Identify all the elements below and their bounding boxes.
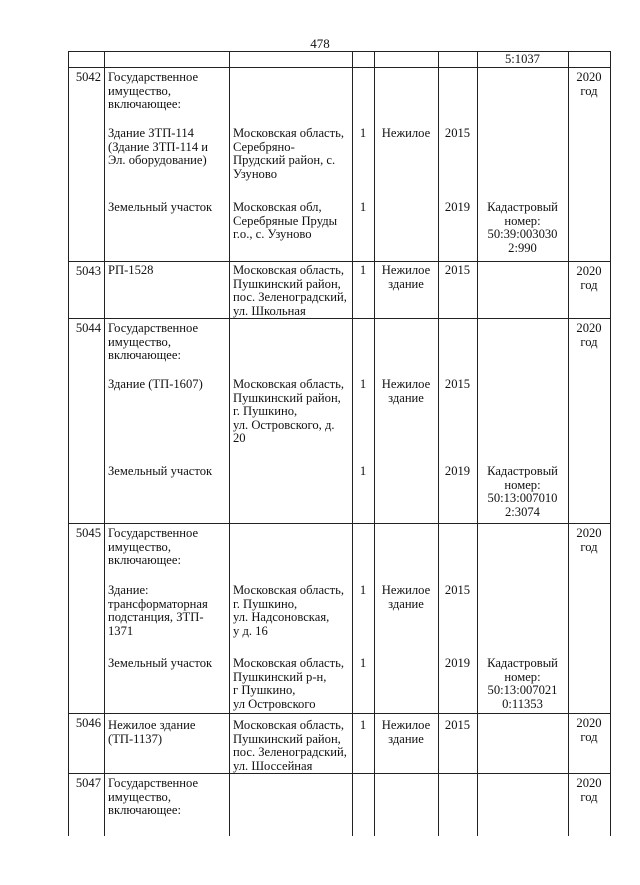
column-divider xyxy=(568,773,569,836)
column-divider xyxy=(68,67,69,261)
item-address: Серебряно- xyxy=(233,139,295,154)
item-type: здание xyxy=(388,276,424,291)
item-year: 2015 xyxy=(444,126,471,140)
item-name: Нежилое здание xyxy=(108,718,196,732)
row-number: 5047 xyxy=(75,776,101,790)
item-address: Прудский район, с. xyxy=(233,153,336,168)
cadastral-number: номер: xyxy=(504,213,541,228)
item-address: г. Пушкино, xyxy=(233,596,298,611)
cadastral-number: 0:11353 xyxy=(502,696,543,711)
group-title: Государственное xyxy=(108,70,199,84)
item-address: Московская область, xyxy=(233,656,345,670)
row-number: 5045 xyxy=(75,526,101,540)
item-address: ул. Школьная xyxy=(233,303,306,318)
column-divider xyxy=(610,261,611,318)
item-year: 2019 xyxy=(444,464,471,478)
column-divider xyxy=(610,67,611,261)
item-address: Московская обл, xyxy=(233,200,322,214)
cadastral-number: Кадастровый xyxy=(487,200,558,214)
column-divider xyxy=(352,67,353,261)
final-year: 2020 xyxy=(576,264,602,278)
item-type: здание xyxy=(388,596,424,611)
column-divider xyxy=(438,67,439,261)
group-title: имущество, xyxy=(108,334,172,349)
column-divider xyxy=(477,713,478,773)
column-divider xyxy=(374,318,375,523)
column-divider xyxy=(104,261,105,318)
column-divider xyxy=(477,51,478,67)
item-address: Московская область, xyxy=(233,583,345,597)
group-title: имущество, xyxy=(108,789,172,804)
column-divider xyxy=(568,51,569,67)
item-name: трансформаторная xyxy=(108,596,208,611)
column-divider xyxy=(229,318,230,523)
column-divider xyxy=(68,713,69,773)
final-year: 2020 xyxy=(576,526,602,540)
column-divider xyxy=(568,318,569,523)
column-divider xyxy=(374,773,375,836)
column-divider xyxy=(104,773,105,836)
column-divider xyxy=(438,523,439,713)
final-year: год xyxy=(580,277,598,292)
group-title: Государственное xyxy=(108,776,199,790)
item-quantity: 1 xyxy=(359,377,367,391)
column-divider xyxy=(568,523,569,713)
row-number: 5043 xyxy=(75,264,101,278)
final-year: год xyxy=(580,334,598,349)
final-year: год xyxy=(580,83,598,98)
final-year: 2020 xyxy=(576,776,602,790)
item-address: пос. Зеленоградский, xyxy=(233,745,347,760)
column-divider xyxy=(568,67,569,261)
column-divider xyxy=(374,523,375,713)
column-divider xyxy=(352,261,353,318)
item-year: 2015 xyxy=(444,263,471,277)
item-name: Здание (ТП-1607) xyxy=(108,377,203,391)
column-divider xyxy=(229,773,230,836)
column-divider xyxy=(477,67,478,261)
item-address: г Пушкино, xyxy=(233,683,296,698)
item-year: 2015 xyxy=(444,377,471,391)
item-address: Московская область, xyxy=(233,718,345,732)
column-divider xyxy=(374,261,375,318)
item-quantity: 1 xyxy=(359,200,367,214)
column-divider xyxy=(68,51,69,67)
item-name: Земельный участок xyxy=(108,656,213,670)
column-divider xyxy=(104,67,105,261)
item-quantity: 1 xyxy=(359,464,367,478)
group-title: включающее: xyxy=(108,97,181,112)
column-divider xyxy=(352,318,353,523)
column-divider xyxy=(68,261,69,318)
column-divider xyxy=(610,318,611,523)
cadastral-number: номер: xyxy=(504,477,541,492)
item-quantity: 1 xyxy=(359,583,367,597)
group-title: имущество, xyxy=(108,83,172,98)
item-type: Нежилое xyxy=(381,583,431,597)
final-year: год xyxy=(580,789,598,804)
item-year: 2019 xyxy=(444,200,471,214)
item-name: подстанция, ЗТП- xyxy=(108,610,204,625)
item-name: Земельный участок xyxy=(108,200,213,214)
column-divider xyxy=(229,713,230,773)
row-number: 5046 xyxy=(75,716,101,730)
cadastral-number: 50:13:007021 xyxy=(487,683,558,698)
column-divider xyxy=(438,713,439,773)
item-address: Московская область, xyxy=(233,377,345,391)
item-type: Нежилое xyxy=(381,377,431,391)
item-address: Московская область, xyxy=(233,126,345,140)
item-quantity: 1 xyxy=(359,718,367,732)
column-divider xyxy=(374,51,375,67)
page-number: 478 xyxy=(310,36,330,51)
group-title: Государственное xyxy=(108,321,199,335)
column-divider xyxy=(229,51,230,67)
item-quantity: 1 xyxy=(359,126,367,140)
column-divider xyxy=(374,713,375,773)
item-name: (Здание ЗТП-114 и xyxy=(108,139,209,154)
item-address: ул. Надсоновская, xyxy=(233,610,330,625)
column-divider xyxy=(104,523,105,713)
group-title: включающее: xyxy=(108,348,181,363)
column-divider xyxy=(374,67,375,261)
column-divider xyxy=(352,51,353,67)
column-divider xyxy=(610,773,611,836)
column-divider xyxy=(229,67,230,261)
item-address: Пушкинский район, xyxy=(233,390,341,405)
item-type: здание xyxy=(388,731,424,746)
item-address: Пушкинский р-н, xyxy=(233,669,327,684)
item-type: Нежилое xyxy=(381,126,431,140)
column-divider xyxy=(438,318,439,523)
item-address: Пушкинский район, xyxy=(233,276,341,291)
item-name: Земельный участок xyxy=(108,464,213,478)
cadastral-number: Кадастровый xyxy=(487,464,558,478)
row-divider xyxy=(68,261,611,262)
item-address: у д. 16 xyxy=(233,623,268,638)
column-divider xyxy=(610,523,611,713)
row-divider xyxy=(68,713,611,714)
final-year: 2020 xyxy=(576,716,602,730)
cadastral-number: 2:990 xyxy=(508,240,537,255)
column-divider xyxy=(104,713,105,773)
cadastral-number: 50:13:007010 xyxy=(487,491,558,506)
cadastral-number: 5:1037 xyxy=(505,52,540,66)
item-address: г.о., с. Узуново xyxy=(233,227,312,242)
item-address: ул. Островского, д. xyxy=(233,417,335,432)
column-divider xyxy=(68,523,69,713)
item-type: Нежилое xyxy=(381,263,431,277)
column-divider xyxy=(68,773,69,836)
column-divider xyxy=(104,51,105,67)
cadastral-number: 50:39:003030 xyxy=(487,227,558,242)
column-divider xyxy=(610,713,611,773)
item-address: Московская область, xyxy=(233,263,345,277)
item-name: 1371 xyxy=(108,623,134,638)
column-divider xyxy=(352,773,353,836)
item-address: 20 xyxy=(233,431,246,446)
item-address: г. Пушкино, xyxy=(233,404,298,419)
row-divider xyxy=(68,523,611,524)
row-divider xyxy=(68,67,611,68)
item-type: Нежилое xyxy=(381,718,431,732)
item-year: 2015 xyxy=(444,583,471,597)
column-divider xyxy=(104,318,105,523)
item-type: здание xyxy=(388,390,424,405)
column-divider xyxy=(477,523,478,713)
item-year: 2015 xyxy=(444,718,471,732)
item-quantity: 1 xyxy=(359,263,367,277)
item-name: Здание: xyxy=(108,583,149,597)
item-address: ул. Шоссейная xyxy=(233,758,313,773)
column-divider xyxy=(477,318,478,523)
item-address: Серебряные Пруды xyxy=(233,213,338,228)
final-year: год xyxy=(580,729,598,744)
column-divider xyxy=(229,261,230,318)
item-name: (ТП-1137) xyxy=(108,731,163,746)
column-divider xyxy=(477,773,478,836)
cadastral-number: 2:3074 xyxy=(505,504,540,519)
item-address: пос. Зеленоградский, xyxy=(233,290,347,305)
column-divider xyxy=(568,713,569,773)
item-address: ул Островского xyxy=(233,696,316,711)
group-title: включающее: xyxy=(108,553,181,568)
final-year: год xyxy=(580,539,598,554)
group-title: Государственное xyxy=(108,526,199,540)
column-divider xyxy=(352,713,353,773)
column-divider xyxy=(352,523,353,713)
item-name: Здание ЗТП-114 xyxy=(108,126,194,140)
column-divider xyxy=(568,261,569,318)
item-year: 2019 xyxy=(444,656,471,670)
final-year: 2020 xyxy=(576,70,602,84)
cadastral-number: номер: xyxy=(504,669,541,684)
row-number: 5042 xyxy=(75,70,101,84)
column-divider xyxy=(438,51,439,67)
column-divider xyxy=(610,51,611,67)
item-address: Пушкинский район, xyxy=(233,731,341,746)
item-quantity: 1 xyxy=(359,656,367,670)
item-name: РП-1528 xyxy=(108,263,154,277)
final-year: 2020 xyxy=(576,321,602,335)
column-divider xyxy=(477,261,478,318)
item-name: Эл. оборудование) xyxy=(108,153,207,168)
group-title: имущество, xyxy=(108,539,172,554)
group-title: включающее: xyxy=(108,803,181,818)
row-number: 5044 xyxy=(75,321,101,335)
item-address: Узуново xyxy=(233,166,278,181)
column-divider xyxy=(68,318,69,523)
column-divider xyxy=(438,261,439,318)
cadastral-number: Кадастровый xyxy=(487,656,558,670)
column-divider xyxy=(438,773,439,836)
column-divider xyxy=(229,523,230,713)
